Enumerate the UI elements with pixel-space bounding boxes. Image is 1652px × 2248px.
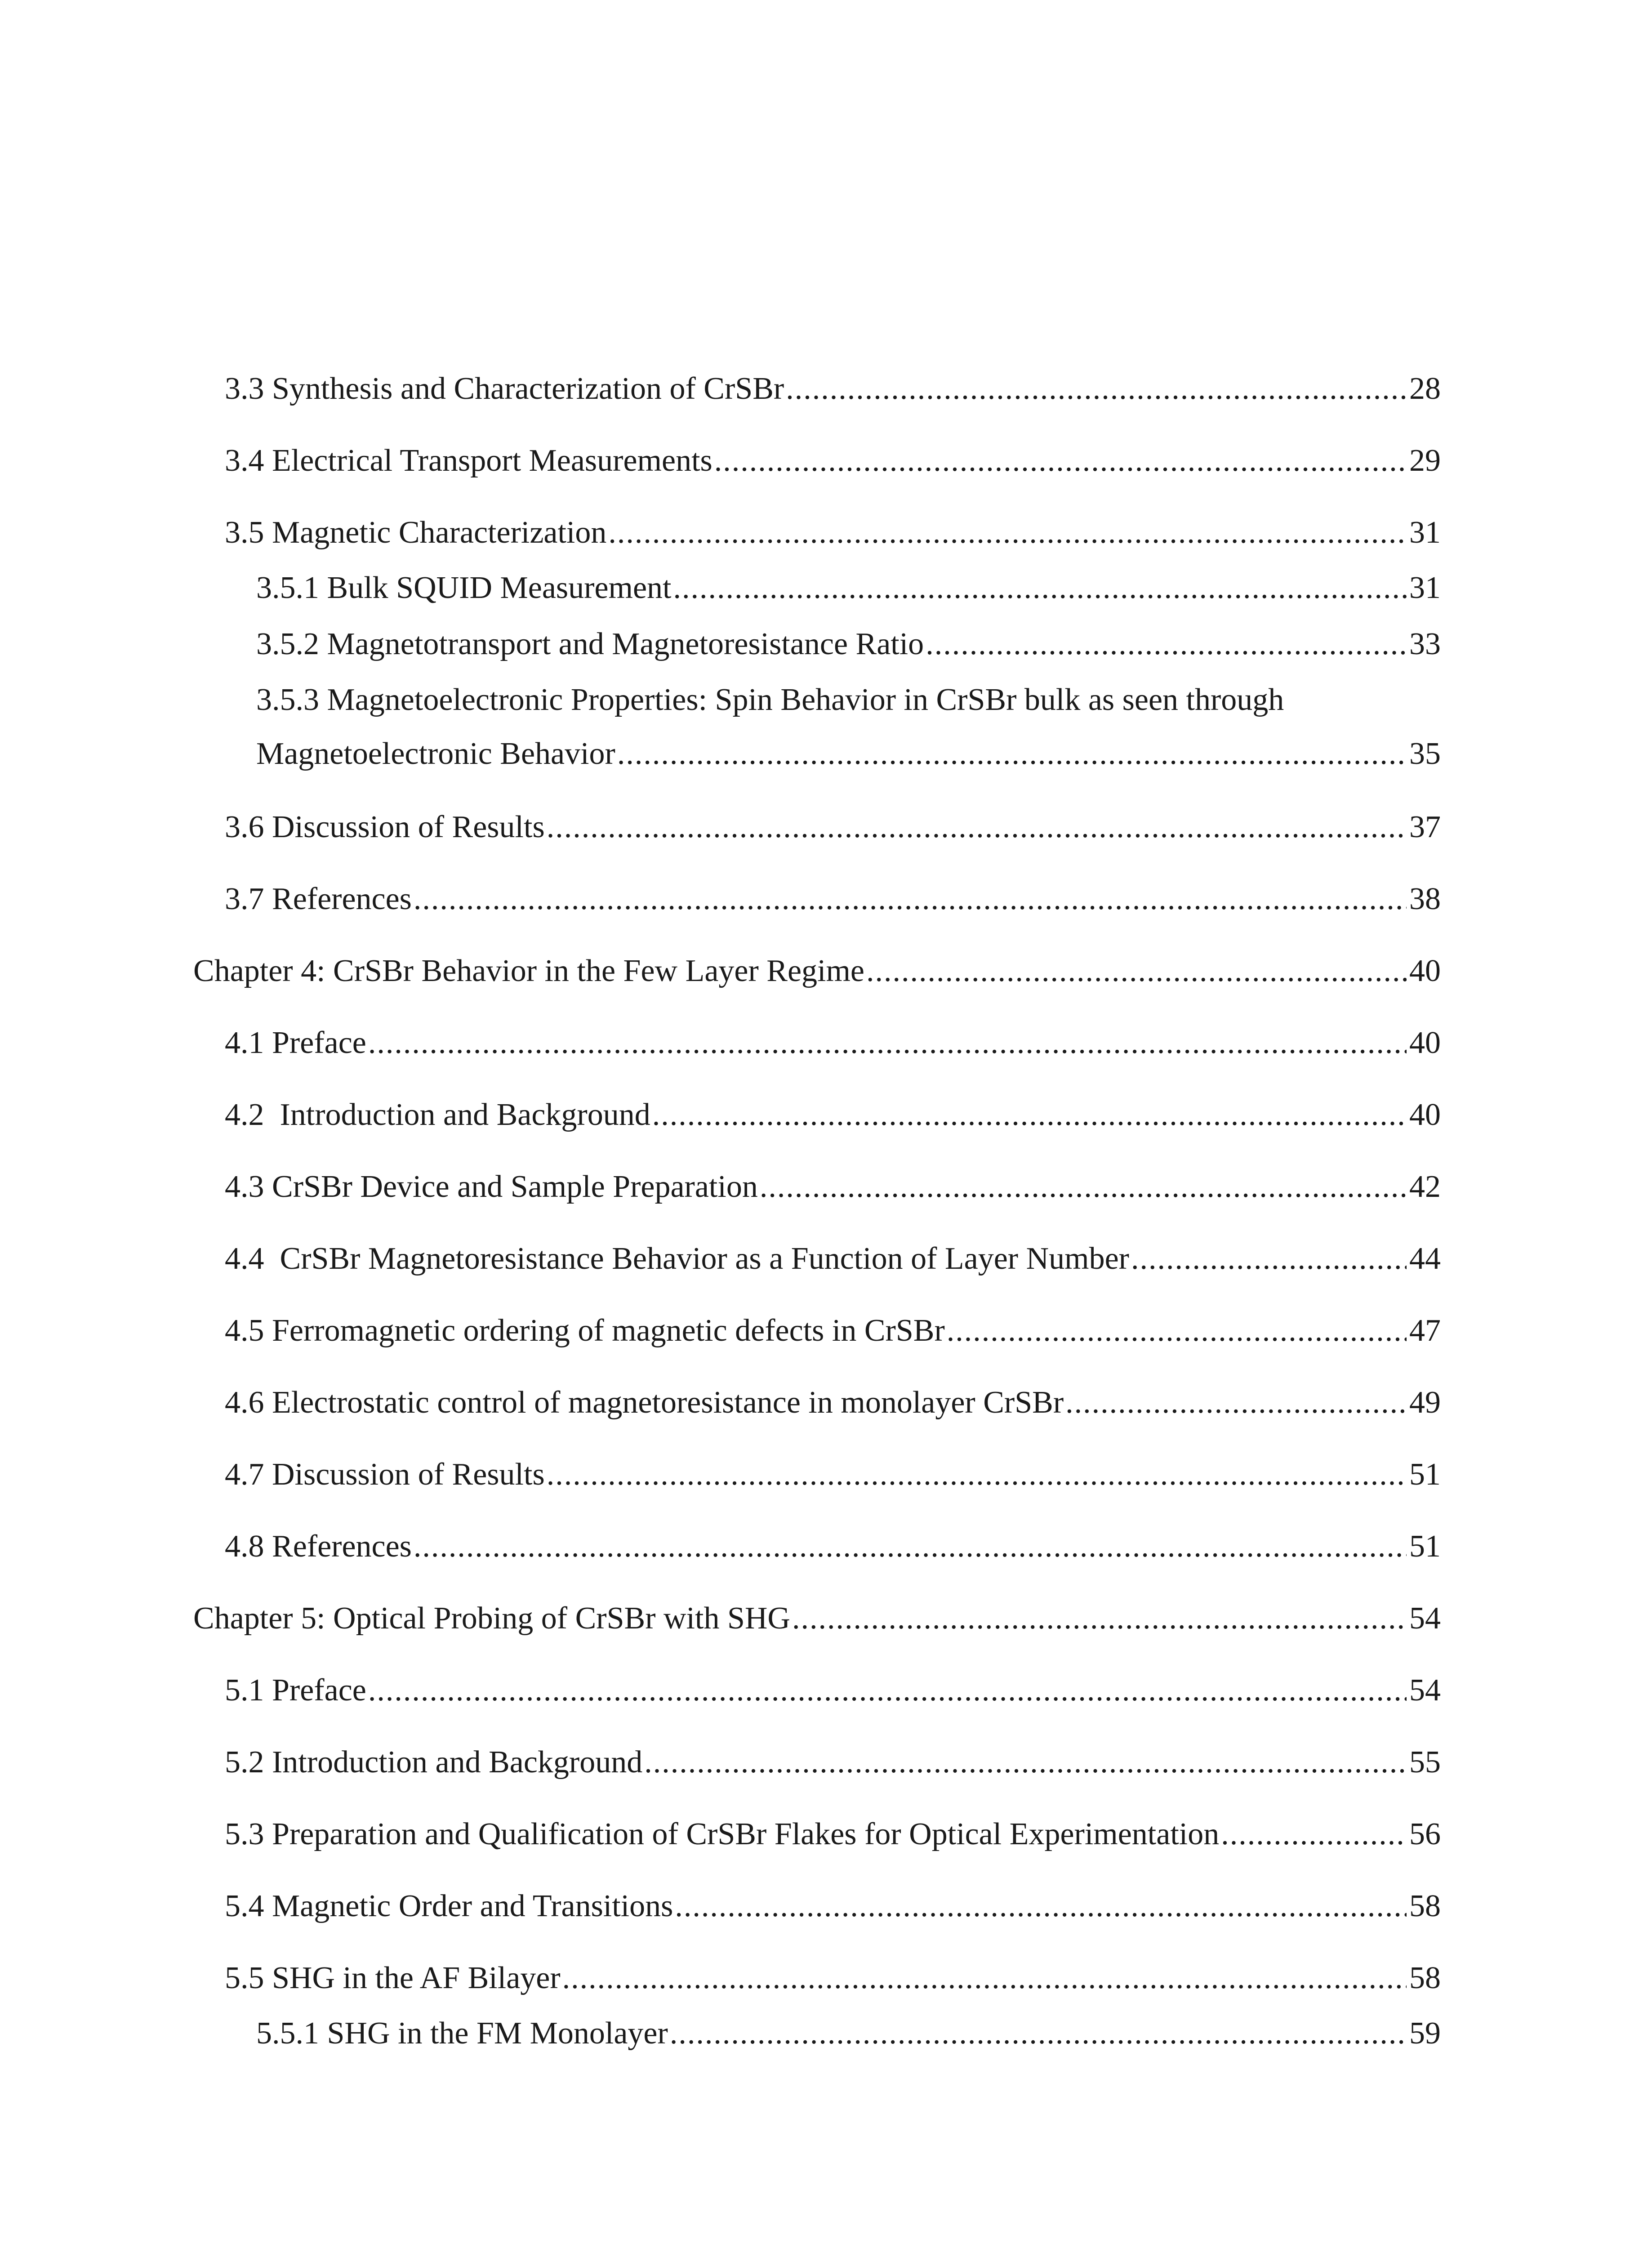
toc-chapter-entry[interactable] [193, 946, 1441, 996]
toc-entry-title: Chapter 4: CrSBr Behavior in the Few Layer Regime [193, 954, 865, 988]
toc-entry-line2 [256, 727, 1441, 781]
toc-entry[interactable] [225, 1954, 1441, 2003]
toc-page-number: 29 [1409, 443, 1441, 478]
toc-page-number: 49 [1409, 1385, 1441, 1420]
toc-entry[interactable] [225, 803, 1441, 852]
toc-entry[interactable] [256, 2009, 1441, 2058]
toc-page-number: 31 [1409, 515, 1441, 550]
toc-entry-title: 4.1 Preface [225, 1026, 366, 1060]
toc-entry-title: 4.3 CrSBr Device and Sample Preparation [225, 1169, 758, 1204]
toc-entry[interactable] [225, 1522, 1441, 1571]
toc-entry[interactable] [225, 436, 1441, 486]
toc-entry-title: 5.4 Magnetic Order and Transitions [225, 1889, 673, 1923]
toc-entry[interactable] [225, 874, 1441, 924]
dot-leader [414, 874, 1407, 924]
dot-leader [617, 727, 1407, 781]
toc-entry[interactable] [225, 1666, 1441, 1715]
toc-entry-title: 3.4 Electrical Transport Measurements [225, 443, 712, 478]
toc-chapter-entry[interactable] [193, 1594, 1441, 1643]
dot-leader [714, 436, 1407, 486]
toc-page-number: 44 [1409, 1241, 1441, 1276]
toc-entry-title: 3.7 References [225, 882, 412, 916]
toc-page-number: 42 [1409, 1169, 1441, 1204]
toc-page-number: 47 [1409, 1313, 1441, 1348]
toc-entry[interactable] [225, 1018, 1441, 1068]
dot-leader [1221, 1810, 1407, 1859]
toc-entry-title: 4.6 Electrostatic control of magnetoresistance in monolayer CrSBr [225, 1385, 1064, 1420]
toc-entry-title: 4.7 Discussion of Results [225, 1457, 545, 1492]
dot-leader [547, 1450, 1407, 1499]
toc-page-number: 40 [1409, 954, 1441, 988]
toc-entry-title-line1: 3.5.3 Magnetoelectronic Properties: Spin Behavior in CrSBr bulk as seen through [256, 682, 1284, 717]
toc-page-number: 51 [1409, 1457, 1441, 1492]
dot-leader [760, 1162, 1407, 1212]
toc-entry[interactable] [225, 1882, 1441, 1931]
toc-entry[interactable] [225, 1738, 1441, 1787]
toc-entry-title: 3.5 Magnetic Characterization [225, 515, 607, 550]
dot-leader [947, 1306, 1407, 1356]
toc-page-number: 38 [1409, 882, 1441, 916]
toc-entry-title: 4.4 CrSBr Magnetoresistance Behavior as a Function of Layer Number [225, 1241, 1129, 1276]
dot-leader [644, 1738, 1407, 1787]
dot-leader [414, 1522, 1407, 1571]
dot-leader [368, 1666, 1407, 1715]
toc-entry-title: 5.5 SHG in the AF Bilayer [225, 1961, 561, 1995]
toc-entry[interactable] [225, 364, 1441, 414]
toc-entry-title: 4.2 Introduction and Background [225, 1097, 650, 1132]
toc-page-number: 31 [1409, 571, 1441, 605]
dot-leader [670, 2009, 1407, 2058]
dot-leader [562, 1954, 1407, 2003]
toc-page-number: 40 [1409, 1097, 1441, 1132]
toc-entry[interactable] [225, 1162, 1441, 1212]
toc-entry[interactable] [256, 673, 1441, 781]
toc-entry-title: 3.3 Synthesis and Characterization of CrSBr [225, 371, 784, 406]
dot-leader [652, 1090, 1407, 1140]
dot-leader [368, 1018, 1407, 1068]
toc-entry[interactable] [256, 563, 1441, 613]
toc-entry[interactable] [225, 1450, 1441, 1499]
toc-entry-title: 4.8 References [225, 1529, 412, 1564]
toc-page-number: 58 [1409, 1961, 1441, 1995]
toc-entry[interactable] [225, 508, 1441, 558]
toc-entry[interactable] [225, 1306, 1441, 1356]
toc-entry-title: 5.5.1 SHG in the FM Monolayer [256, 2016, 668, 2051]
toc-page-number: 56 [1409, 1817, 1441, 1851]
toc-entry-title: 3.5.2 Magnetotransport and Magnetoresistance Ratio [256, 627, 924, 661]
toc-page-number: 33 [1409, 627, 1441, 661]
toc-page-number: 35 [1409, 736, 1441, 771]
toc-entry[interactable] [225, 1810, 1441, 1859]
toc-page-number: 59 [1409, 2016, 1441, 2051]
toc-entry[interactable] [225, 1090, 1441, 1140]
toc-entry[interactable] [225, 1234, 1441, 1284]
toc-entry-title: Chapter 5: Optical Probing of CrSBr with SHG [193, 1601, 790, 1636]
dot-leader [926, 620, 1407, 669]
toc-entry-title-line2: Magnetoelectronic Behavior [256, 736, 615, 771]
dot-leader [675, 1882, 1407, 1931]
dot-leader [547, 803, 1407, 852]
dot-leader [792, 1594, 1407, 1643]
toc-page-number: 40 [1409, 1026, 1441, 1060]
toc-page-number: 28 [1409, 371, 1441, 406]
toc-page-number: 55 [1409, 1745, 1441, 1780]
toc-page-number: 37 [1409, 810, 1441, 844]
toc-entry-title: 5.2 Introduction and Background [225, 1745, 643, 1780]
dot-leader [786, 364, 1407, 414]
toc-entry[interactable] [225, 1378, 1441, 1427]
dot-leader [866, 946, 1407, 996]
toc-entry-title: 5.1 Preface [225, 1673, 366, 1708]
toc-entry-title: 3.5.1 Bulk SQUID Measurement [256, 571, 672, 605]
dot-leader [1065, 1378, 1407, 1427]
dot-leader [673, 563, 1407, 613]
toc-page-number: 51 [1409, 1529, 1441, 1564]
toc-page-number: 54 [1409, 1601, 1441, 1636]
toc-entry[interactable] [256, 620, 1441, 669]
toc-entry-title: 3.6 Discussion of Results [225, 810, 545, 844]
toc-page-number: 58 [1409, 1889, 1441, 1923]
toc-entry-title: 4.5 Ferromagnetic ordering of magnetic defects in CrSBr [225, 1313, 945, 1348]
toc-entry-title: 5.3 Preparation and Qualification of CrSBr Flakes for Optical Experimentation [225, 1817, 1220, 1851]
dot-leader [1131, 1234, 1407, 1284]
toc-page-number: 54 [1409, 1673, 1441, 1708]
dot-leader [608, 508, 1407, 558]
